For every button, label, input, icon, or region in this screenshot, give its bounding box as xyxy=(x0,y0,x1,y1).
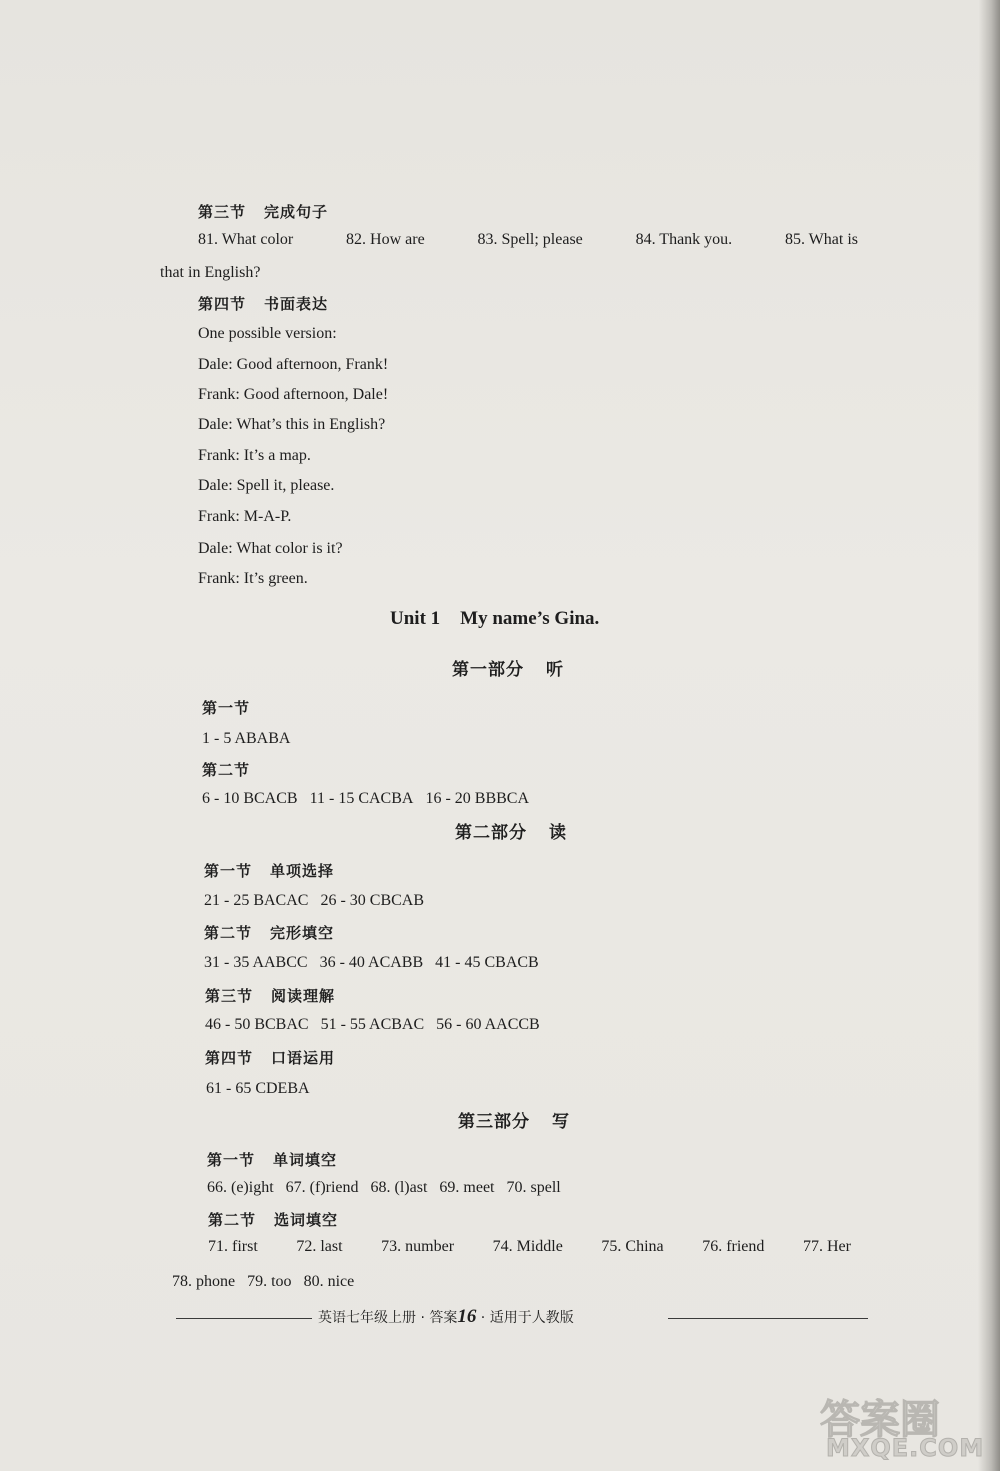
answer-item: 76. friend xyxy=(702,1238,765,1255)
part-title: 听 xyxy=(546,660,564,680)
dialog-line: Dale: What’s this in English? xyxy=(198,416,386,433)
answer-item: 31 - 35 AABCC xyxy=(204,954,308,971)
section-title: 阅读理解 xyxy=(271,987,336,1005)
section-heading xyxy=(198,202,328,222)
part-heading xyxy=(452,660,564,680)
section-heading xyxy=(208,1210,338,1230)
section-number: 第二节 xyxy=(204,924,253,942)
section-title: 单项选择 xyxy=(270,862,335,880)
answer-item: 77. Her xyxy=(802,1238,851,1255)
answer-row xyxy=(207,1178,561,1198)
page-footer xyxy=(318,1306,574,1328)
section-number: 第三节 xyxy=(205,987,254,1005)
section-title: 单词填空 xyxy=(273,1151,338,1169)
answer-item: 78. phone xyxy=(172,1273,236,1290)
answer-item: 70. spell xyxy=(506,1179,561,1196)
answer-item: 26 - 30 CBCAB xyxy=(320,892,425,909)
footer-book-title: 英语七年级上册 · 答案 xyxy=(318,1310,458,1326)
part-title: 读 xyxy=(549,823,567,843)
section-heading xyxy=(205,1048,335,1068)
section-title: 口语运用 xyxy=(271,1049,336,1067)
part-number: 第一部分 xyxy=(452,660,524,680)
unit-number: Unit 1 xyxy=(390,608,441,629)
dialog-line: Frank: It’s green. xyxy=(198,570,308,587)
dialog-line: Frank: Good afternoon, Dale! xyxy=(198,386,389,403)
dialog-line: One possible version: xyxy=(198,325,337,342)
section-number: 第四节 xyxy=(198,295,247,313)
dialog-line: Dale: Spell it, please. xyxy=(198,477,335,494)
answer-item: 51 - 55 ACBAC xyxy=(320,1016,425,1033)
dialog-line: Frank: It’s a map. xyxy=(198,447,311,464)
section-heading xyxy=(205,986,335,1006)
dialog-line: Dale: What color is it? xyxy=(198,540,343,557)
answer-item: 80. nice xyxy=(303,1273,355,1290)
answer-row xyxy=(204,953,539,973)
footer-rule-right xyxy=(668,1318,868,1319)
section-number: 第二节 xyxy=(208,1211,257,1229)
answer-item: 69. meet xyxy=(439,1179,495,1196)
section-heading xyxy=(207,1150,337,1170)
section-heading xyxy=(204,861,334,881)
page-number: 16 xyxy=(457,1306,477,1327)
section-number: 第一节 xyxy=(204,862,253,880)
section-number: 第四节 xyxy=(205,1049,254,1067)
section-title: 选词填空 xyxy=(274,1211,339,1229)
footer-edition: · 适用于人教版 xyxy=(476,1310,574,1326)
answer-row xyxy=(205,1015,540,1035)
footer-rule-left xyxy=(176,1318,312,1319)
answer-continuation: that in English? xyxy=(160,264,261,281)
answer-item: 81. What color xyxy=(198,231,294,248)
watermark-url: MXQE.COM xyxy=(826,1434,985,1462)
answer-row: 61 - 65 CDEBA xyxy=(206,1080,310,1097)
answer-row xyxy=(208,1237,851,1257)
page-edge-shadow xyxy=(978,0,1000,1471)
answer-item: 11 - 15 CACBA xyxy=(309,790,414,807)
unit-title xyxy=(390,609,599,629)
answer-item: 83. Spell; please xyxy=(477,231,583,248)
answer-item: 68. (l)ast xyxy=(370,1179,428,1196)
section-title: 书面表达 xyxy=(264,295,329,313)
part-number: 第三部分 xyxy=(458,1112,530,1132)
section-heading: 第一节 xyxy=(202,699,251,717)
section-title: 完成句子 xyxy=(264,203,329,221)
answer-item: 46 - 50 BCBAC xyxy=(205,1016,309,1033)
answer-item: 6 - 10 BCACB xyxy=(202,790,298,807)
answer-row xyxy=(172,1272,354,1292)
section-heading: 第二节 xyxy=(202,761,251,779)
section-number: 第三节 xyxy=(198,203,247,221)
watermark xyxy=(812,1388,992,1466)
part-heading xyxy=(458,1112,570,1132)
answer-item: 79. too xyxy=(247,1273,292,1290)
answer-row: 1 - 5 ABABA xyxy=(202,730,291,747)
watermark-logo: 答案圈 xyxy=(820,1397,940,1443)
unit-name: My name’s Gina. xyxy=(460,608,600,629)
section-number: 第一节 xyxy=(207,1151,256,1169)
part-title: 写 xyxy=(552,1112,570,1132)
section-heading xyxy=(198,294,328,314)
part-heading xyxy=(455,823,567,843)
answer-item: 84. Thank you. xyxy=(635,231,733,248)
section-heading xyxy=(204,923,334,943)
answer-item: 41 - 45 CBACB xyxy=(435,954,539,971)
answer-item: 67. (f)riend xyxy=(285,1179,359,1196)
answer-row-81-85 xyxy=(198,230,858,250)
answer-item: 74. Middle xyxy=(492,1238,563,1255)
answer-item: 71. first xyxy=(208,1238,258,1255)
answer-item: 73. number xyxy=(381,1238,455,1255)
answer-item: 36 - 40 ACABB xyxy=(319,954,424,971)
answer-item: 56 - 60 AACCB xyxy=(436,1016,540,1033)
answer-item: 16 - 20 BBBCA xyxy=(425,790,530,807)
answer-item: 85. What is xyxy=(784,231,858,248)
dialog-line: Frank: M-A-P. xyxy=(198,508,292,525)
answer-item: 66. (e)ight xyxy=(207,1179,274,1196)
part-number: 第二部分 xyxy=(455,823,527,843)
answer-row xyxy=(202,789,529,809)
answer-item: 21 - 25 BACAC xyxy=(204,892,309,909)
section-title: 完形填空 xyxy=(270,924,335,942)
answer-item: 75. China xyxy=(601,1238,664,1255)
answer-item: 82. How are xyxy=(346,231,425,248)
dialog-line: Dale: Good afternoon, Frank! xyxy=(198,356,389,373)
answer-item: 72. last xyxy=(296,1238,343,1255)
answer-row xyxy=(204,891,424,911)
